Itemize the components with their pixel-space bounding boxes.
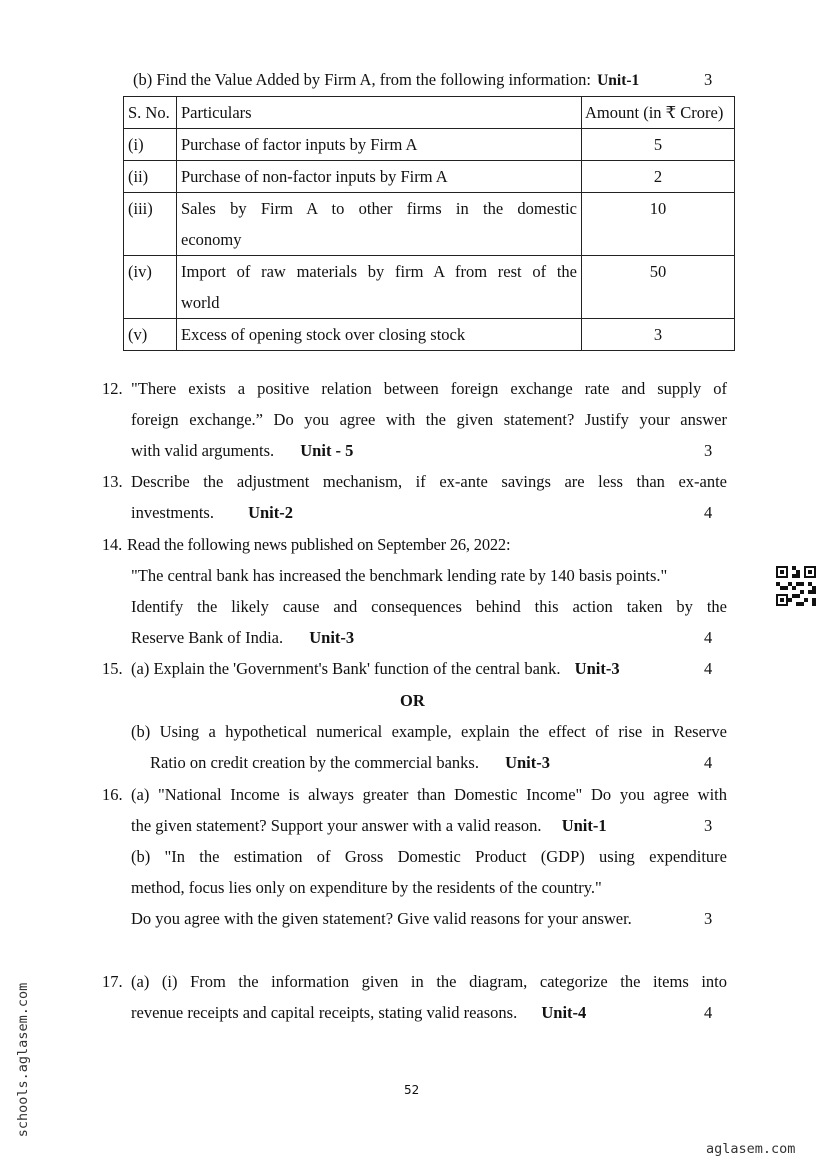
q12-line3 — [131, 441, 353, 461]
q14-unit: Unit-3 — [309, 628, 355, 647]
q14-line2: "The central bank has increased the benchmark lending rate by 140 basis points." — [131, 566, 668, 585]
q17-number: 17. — [102, 972, 123, 991]
q14-number: 14. — [102, 535, 123, 554]
row-amount: 3 — [582, 319, 735, 351]
qr-code-icon — [776, 566, 816, 606]
q16-a-unit: Unit-1 — [561, 816, 607, 835]
row-sno: (v) — [124, 319, 177, 351]
q12-unit: Unit - 5 — [300, 441, 354, 460]
row-particular — [177, 193, 582, 256]
table-row — [124, 193, 735, 256]
q12-line3-text: with valid arguments. — [131, 441, 275, 460]
q11b-question: (b) Find the Value Added by Firm A, from the following information: — [133, 70, 591, 89]
q15-b-marks: 4 — [704, 753, 713, 772]
q16-a-line2 — [131, 816, 607, 836]
q12-line1: "There exists a positive relation between foreign exchange rate and supply of — [131, 379, 727, 398]
q15-b-unit: Unit-3 — [505, 753, 551, 772]
q13-number: 13. — [102, 472, 123, 491]
table-row — [124, 161, 735, 193]
q11b-marks: 3 — [704, 70, 713, 89]
q14-marks: 4 — [704, 628, 713, 647]
q13-line2 — [131, 503, 293, 523]
q16-b-line1: (b) "In the estimation of Gross Domestic Product (GDP) using expenditure — [131, 847, 727, 866]
header-amount: Amount (in ₹ Crore) — [582, 97, 735, 129]
q12-marks: 3 — [704, 441, 713, 460]
table-row — [124, 319, 735, 351]
row-amount: 50 — [582, 256, 735, 319]
q13-unit: Unit-2 — [248, 503, 293, 522]
table-row — [124, 256, 735, 319]
q14-line4-text: Reserve Bank of India. — [131, 628, 284, 647]
q17-line2-text: revenue receipts and capital receipts, stating valid reasons. — [131, 1003, 518, 1022]
q14-line4 — [131, 628, 354, 648]
q15-part-a — [131, 659, 620, 679]
page-number: 52 — [404, 1083, 420, 1097]
q13-marks: 4 — [704, 503, 713, 522]
row-particular-line1: Import of raw materials by firm A from rest of the — [181, 262, 577, 281]
q11b-unit: Unit-1 — [597, 72, 640, 89]
row-particular: Purchase of factor inputs by Firm A — [177, 129, 582, 161]
q15-a-text: (a) Explain the 'Government's Bank' function of the central bank. — [131, 659, 561, 678]
row-amount: 2 — [582, 161, 735, 193]
table-header-row — [124, 97, 735, 129]
q16-b-line2: method, focus lies only on expenditure by the residents of the country." — [131, 878, 602, 897]
row-particular-line2: world — [181, 293, 220, 312]
row-particular-line1: Sales by Firm A to other firms in the domestic — [181, 199, 577, 218]
q12-line2: foreign exchange.” Do you agree with the given statement? Justify your answer — [131, 410, 727, 429]
row-particular — [177, 256, 582, 319]
q17-marks: 4 — [704, 1003, 713, 1022]
footer-watermark: aglasem.com — [706, 1141, 796, 1157]
q16-number: 16. — [102, 785, 123, 804]
q16-b-line3: Do you agree with the given statement? Give valid reasons for your answer. — [131, 909, 632, 928]
q15-or: OR — [400, 691, 425, 710]
q15-b-line2 — [150, 753, 550, 773]
q15-b-line2-text: Ratio on credit creation by the commercial banks. — [150, 753, 479, 772]
row-sno: (iv) — [124, 256, 177, 319]
q13-line1: Describe the adjustment mechanism, if ex-ante savings are less than ex-ante — [131, 472, 727, 491]
q15-a-marks: 4 — [704, 659, 713, 678]
row-amount: 10 — [582, 193, 735, 256]
q14-line1: Read the following news published on September 26, 2022: — [127, 535, 511, 554]
q15-b-line1: (b) Using a hypothetical numerical example, explain the effect of rise in Reserve — [131, 722, 727, 741]
q17-line2 — [131, 1003, 586, 1023]
q14-line3: Identify the likely cause and consequences behind this action taken by the — [131, 597, 727, 616]
header-particulars: Particulars — [177, 97, 582, 129]
row-amount: 5 — [582, 129, 735, 161]
row-particular: Excess of opening stock over closing stock — [177, 319, 582, 351]
row-particular-line2: economy — [181, 230, 242, 249]
q16-a-line1: (a) "National Income is always greater than Domestic Income" Do you agree with — [131, 785, 727, 804]
header-sno: S. No. — [124, 97, 177, 129]
row-particular: Purchase of non-factor inputs by Firm A — [177, 161, 582, 193]
row-sno: (iii) — [124, 193, 177, 256]
q15-number: 15. — [102, 659, 123, 678]
q11b-text — [133, 70, 639, 90]
table-row — [124, 129, 735, 161]
q16-b-marks: 3 — [704, 909, 713, 928]
q12-number: 12. — [102, 379, 123, 398]
q15-a-unit: Unit-3 — [574, 659, 620, 678]
q13-line2-text: investments. — [131, 503, 214, 522]
q16-a-marks: 3 — [704, 816, 713, 835]
q16-a-line2-text: the given statement? Support your answer with a valid reason. — [131, 816, 542, 835]
row-sno: (ii) — [124, 161, 177, 193]
q17-line1: (a) (i) From the information given in the diagram, categorize the items into — [131, 972, 727, 991]
side-watermark: schools.aglasem.com — [15, 982, 31, 1138]
row-sno: (i) — [124, 129, 177, 161]
value-added-table — [123, 96, 735, 351]
q17-unit: Unit-4 — [541, 1003, 587, 1022]
